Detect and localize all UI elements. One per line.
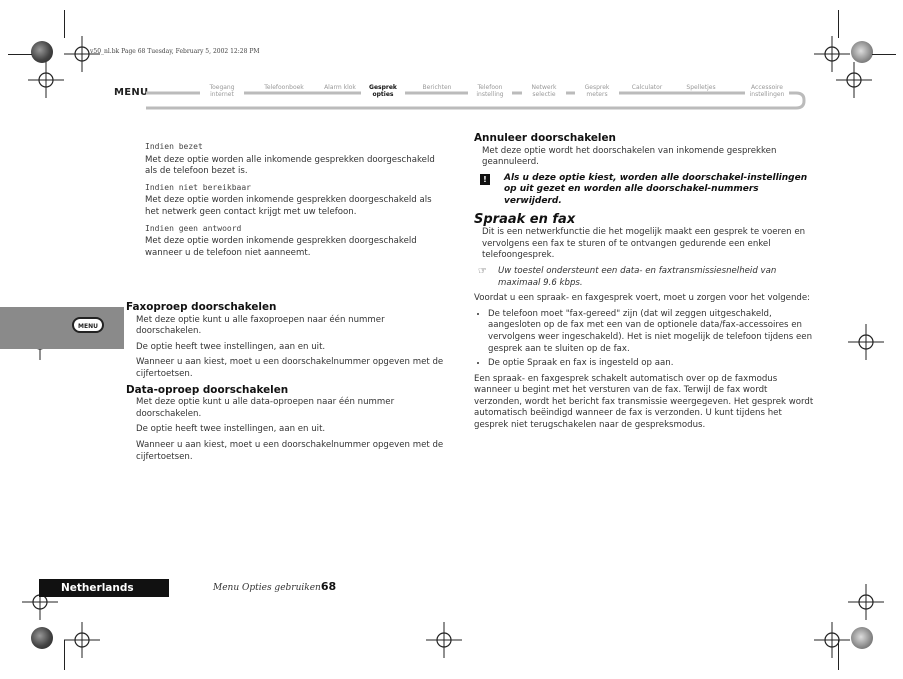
crosshair-icon — [814, 622, 850, 658]
country-label: Netherlands — [39, 579, 169, 597]
cancel-heading: Annuleer doorschakelen — [474, 132, 616, 144]
crop-line — [838, 640, 839, 670]
crop-line — [64, 10, 65, 38]
crosshair-icon — [426, 622, 462, 658]
crosshair-icon — [28, 62, 64, 98]
crop-line — [8, 54, 32, 55]
footer-section — [213, 580, 336, 593]
info-note: Uw toestel ondersteunt een data- en faxtransmissiesnelheid van maximaal 9.6 kbps. — [498, 265, 777, 288]
paragraph: Met deze optie worden inkomende gesprekken doorgeschakeld wanneer u de telefoon niet aanneemt. — [145, 236, 417, 258]
footer-section-text: Menu Opties gebruiken — [213, 583, 321, 593]
registration-disc-bottom-right — [851, 627, 873, 649]
left-column — [145, 141, 445, 263]
option-title: Indien niet bereikbaar — [145, 182, 251, 192]
nav-item: Telefoonboek — [262, 84, 306, 91]
paragraph: Met deze optie kunt u alle data-oproepen naar één nummer doorschakelen. — [136, 397, 395, 419]
paragraph: Een spraak- en faxgesprek schakelt automatisch over op de faxmodus wanneer u begint met het versturen van de fax. Terwijl de fax wordt verzonden, wordt het bericht fax transmissie weergegeven. Het gesprek wordt automatisch beëindigd wanneer de fax is verzonden. U kunt tijdens het gesprek niet terugschakelen naar de gespreksmodus. — [474, 373, 814, 431]
nav-item: Netwerk selectie — [522, 84, 566, 98]
crosshair-icon — [848, 584, 884, 620]
crosshair-icon — [64, 622, 100, 658]
crop-line — [838, 10, 839, 38]
paragraph: Dit is een netwerkfunctie die het mogelijk maakt een gesprek te voeren en vervolgens een fax te sturen of te ontvangen gedurende een enkel telefoongesprek. — [482, 227, 806, 261]
menu-icon: MENU — [72, 317, 104, 333]
bullet-list — [474, 309, 814, 370]
nav-item: Alarm klok — [318, 84, 362, 91]
crop-line — [64, 640, 65, 670]
nav-item: Spelletjes — [679, 84, 723, 91]
warning-icon: ! — [480, 174, 490, 185]
list-item: • De optie Spraak en fax is ingesteld op aan. — [488, 358, 814, 370]
warning-note: Als u deze optie kiest, worden alle doorschakel-instellingen op uit gezet en worden alle doorschakel-nummers verwijderd. — [504, 172, 808, 206]
registration-disc-top-left — [31, 41, 53, 63]
list-item: • De telefoon moet "fax-gereed" zijn (dat wil zeggen uitgeschakeld, aangesloten op de fax met een van de optionele data/fax-accessoires en vervolgens weer ingeschakeld). Het is niet mogelijk de telefoon tijdens een gesprek aan te sluiten op de fax. — [488, 309, 814, 355]
right-column — [474, 131, 814, 436]
menu-label: MENU — [114, 87, 149, 98]
nav-item: Toegang internet — [200, 84, 244, 98]
crosshair-icon — [848, 324, 884, 360]
nav-item: Calculator — [625, 84, 669, 91]
paragraph: Met deze optie wordt het doorschakelen van inkomende gesprekken geannuleerd. — [482, 145, 777, 168]
paragraph: Wanneer u aan kiest, moet u een doorschakelnummer opgeven met de cijfertoetsen. — [136, 357, 444, 379]
paragraph: Voordat u een spraak- en faxgesprek voert, moet u zorgen voor het volgende: — [474, 293, 811, 304]
option-title: Indien bezet — [145, 142, 203, 151]
section-tab — [0, 307, 124, 349]
nav-item: Berichten — [415, 84, 459, 91]
print-header: v50_nl.bk Page 68 Tuesday, February 5, 2002 12:28 PM — [90, 48, 260, 55]
nav-item: Gesprek meters — [575, 84, 619, 98]
paragraph: De optie heeft twee instellingen, aan en uit. — [136, 424, 326, 435]
crop-line — [872, 54, 896, 55]
page-number: 68 — [320, 580, 337, 593]
registration-disc-bottom-left — [31, 627, 53, 649]
section-title: Spraak en fax — [474, 211, 576, 227]
registration-disc-top-right — [851, 41, 873, 63]
nav-item: Accessoire instellingen — [745, 84, 789, 98]
nav-item: Gesprek opties — [361, 84, 405, 98]
nav-item: Telefoon instelling — [468, 84, 512, 98]
left-column-lower — [126, 300, 446, 467]
option-title: Indien geen antwoord — [145, 223, 242, 233]
fax-heading: Faxoproep doorschakelen — [126, 301, 277, 313]
paragraph: Met deze optie kunt u alle faxoproepen naar één nummer doorschakelen. — [136, 314, 385, 337]
paragraph: De optie heeft twee instellingen, aan en uit. — [136, 341, 326, 352]
paragraph: Met deze optie worden alle inkomende gesprekken doorgeschakeld als de telefoon bezet is. — [145, 154, 435, 177]
info-icon: ☞ — [478, 265, 487, 277]
paragraph: Met deze optie worden inkomende gesprekken doorgeschakeld als het netwerk geen contact krijgt met uw telefoon. — [145, 195, 432, 217]
crosshair-icon — [836, 62, 872, 98]
paragraph: Wanneer u aan kiest, moet u een doorschakelnummer opgeven met de cijfertoetsen. — [136, 439, 444, 462]
data-heading: Data-oproep doorschakelen — [126, 383, 289, 396]
